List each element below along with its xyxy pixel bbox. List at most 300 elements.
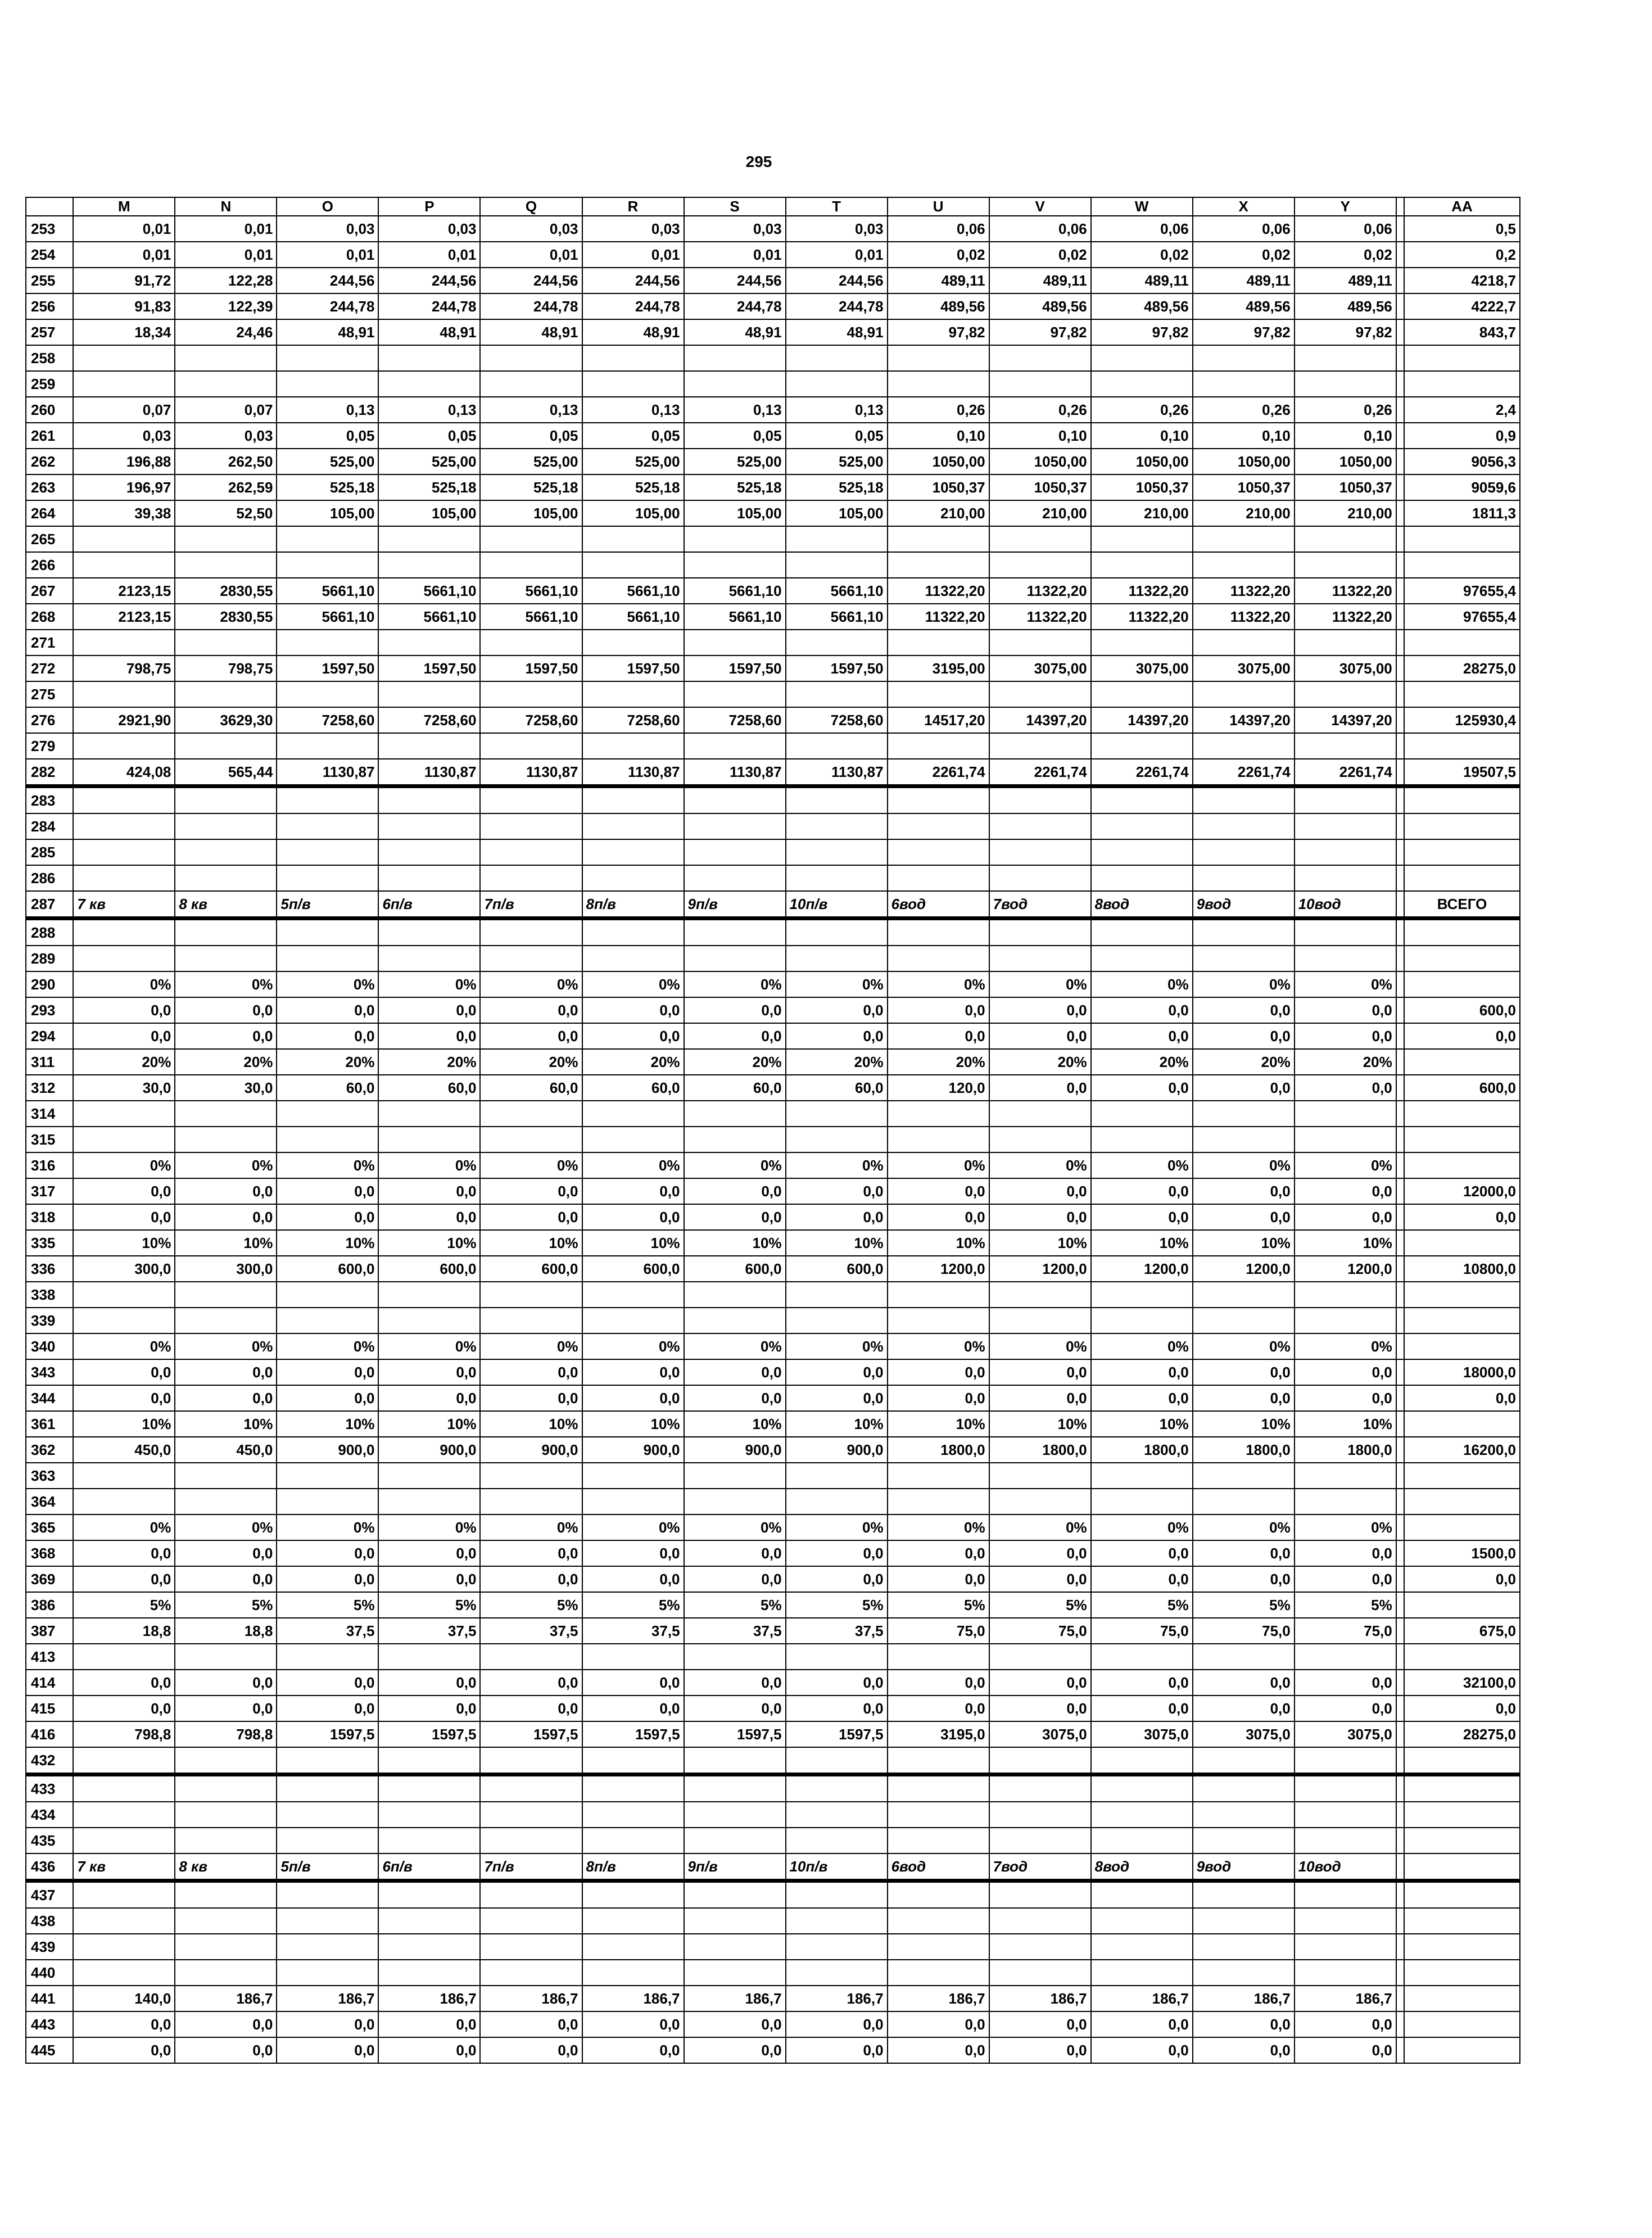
row-number: 413 bbox=[26, 1644, 73, 1670]
cell-aa bbox=[1404, 1127, 1520, 1152]
cell bbox=[989, 1802, 1091, 1828]
cell: 2261,74 bbox=[1295, 759, 1396, 786]
cell bbox=[277, 1960, 378, 1986]
cell bbox=[480, 371, 582, 397]
cell bbox=[73, 733, 175, 759]
cell: 0,0 bbox=[786, 1178, 888, 1204]
cell: 0,0 bbox=[277, 1566, 378, 1592]
cell bbox=[73, 1282, 175, 1308]
cell-aa: 125930,4 bbox=[1404, 707, 1520, 733]
cell bbox=[989, 813, 1091, 839]
row-number: 267 bbox=[26, 578, 73, 604]
cell bbox=[277, 371, 378, 397]
cell bbox=[888, 1934, 989, 1960]
cell bbox=[582, 552, 684, 578]
cell bbox=[378, 552, 480, 578]
cell: 105,00 bbox=[378, 500, 480, 526]
cell: 0,0 bbox=[888, 1023, 989, 1049]
row-number: 438 bbox=[26, 1908, 73, 1934]
cell: 24,46 bbox=[175, 319, 277, 345]
column-header: S bbox=[684, 197, 786, 216]
row-number: 441 bbox=[26, 1986, 73, 2011]
cell bbox=[582, 1489, 684, 1514]
cell bbox=[277, 345, 378, 371]
cell: 450,0 bbox=[73, 1437, 175, 1463]
cell: 3075,00 bbox=[1091, 655, 1193, 681]
row-number: 259 bbox=[26, 371, 73, 397]
cell bbox=[1295, 865, 1396, 891]
cell: 0% bbox=[175, 971, 277, 997]
cell bbox=[989, 733, 1091, 759]
cell: 48,91 bbox=[378, 319, 480, 345]
cell bbox=[989, 1644, 1091, 1670]
cell bbox=[1295, 1308, 1396, 1333]
row-number: 343 bbox=[26, 1359, 73, 1385]
row-number: 312 bbox=[26, 1075, 73, 1101]
cell-aa bbox=[1404, 1828, 1520, 1853]
cell bbox=[1091, 371, 1193, 397]
cell bbox=[175, 1282, 277, 1308]
cell bbox=[1295, 526, 1396, 552]
cell-aa: 0,0 bbox=[1404, 1696, 1520, 1721]
cell bbox=[684, 865, 786, 891]
cell-aa bbox=[1404, 1802, 1520, 1828]
cell: 10% bbox=[73, 1230, 175, 1256]
cell: 0,0 bbox=[888, 1670, 989, 1696]
cell: 525,00 bbox=[378, 449, 480, 474]
cell: 0,0 bbox=[277, 1696, 378, 1721]
cell: 0,0 bbox=[175, 1696, 277, 1721]
cell bbox=[277, 1881, 378, 1909]
row-number: 276 bbox=[26, 707, 73, 733]
row-number: 386 bbox=[26, 1592, 73, 1618]
cell: 10% bbox=[1193, 1230, 1295, 1256]
cell: 0,0 bbox=[1091, 1204, 1193, 1230]
cell bbox=[888, 1282, 989, 1308]
cell bbox=[1091, 630, 1193, 655]
cell bbox=[1091, 1463, 1193, 1489]
cell: 0% bbox=[1091, 971, 1193, 997]
cell: 37,5 bbox=[684, 1618, 786, 1644]
cell: 0% bbox=[1193, 1152, 1295, 1178]
cell: 186,7 bbox=[888, 1986, 989, 2011]
cell bbox=[1396, 786, 1404, 814]
cell-aa: ВСЕГО bbox=[1404, 891, 1520, 919]
cell bbox=[888, 345, 989, 371]
cell: 0,0 bbox=[888, 1696, 989, 1721]
cell: 1050,00 bbox=[989, 449, 1091, 474]
cell: 0% bbox=[378, 1514, 480, 1540]
cell: 0,03 bbox=[582, 216, 684, 242]
cell bbox=[1193, 630, 1295, 655]
cell: 0% bbox=[1091, 1514, 1193, 1540]
cell bbox=[888, 1127, 989, 1152]
cell: 0,0 bbox=[1193, 1385, 1295, 1411]
cell bbox=[786, 1127, 888, 1152]
cell bbox=[582, 1644, 684, 1670]
cell: 0,0 bbox=[989, 1696, 1091, 1721]
cell bbox=[1396, 216, 1404, 242]
cell bbox=[786, 919, 888, 946]
table-row bbox=[26, 1489, 1520, 1514]
cell: 105,00 bbox=[786, 500, 888, 526]
cell: 0,13 bbox=[582, 397, 684, 423]
cell bbox=[378, 1101, 480, 1127]
cell: 5661,10 bbox=[277, 578, 378, 604]
cell: 0,0 bbox=[1295, 1204, 1396, 1230]
cell bbox=[1193, 1308, 1295, 1333]
cell: 105,00 bbox=[582, 500, 684, 526]
cell bbox=[480, 946, 582, 971]
cell: 10% bbox=[1091, 1230, 1193, 1256]
cell: 0,01 bbox=[480, 242, 582, 268]
cell: 0,01 bbox=[277, 242, 378, 268]
cell bbox=[786, 1489, 888, 1514]
cell bbox=[1396, 1881, 1404, 1909]
row-number: 262 bbox=[26, 449, 73, 474]
cell: 5% bbox=[582, 1592, 684, 1618]
row-number: 311 bbox=[26, 1049, 73, 1075]
cell: 0,0 bbox=[480, 997, 582, 1023]
cell: 37,5 bbox=[480, 1618, 582, 1644]
cell: 0% bbox=[378, 971, 480, 997]
cell: 798,75 bbox=[73, 655, 175, 681]
table-row bbox=[26, 2011, 1520, 2037]
table-row bbox=[26, 1986, 1520, 2011]
cell bbox=[175, 733, 277, 759]
table-row bbox=[26, 865, 1520, 891]
cell: 0,06 bbox=[888, 216, 989, 242]
cell: 10% bbox=[175, 1411, 277, 1437]
cell bbox=[175, 1308, 277, 1333]
cell: 105,00 bbox=[684, 500, 786, 526]
column-header bbox=[1396, 197, 1404, 216]
cell: 262,59 bbox=[175, 474, 277, 500]
cell: 1597,50 bbox=[378, 655, 480, 681]
cell bbox=[582, 630, 684, 655]
cell: 0,0 bbox=[277, 1178, 378, 1204]
cell: 0,01 bbox=[786, 242, 888, 268]
cell bbox=[175, 1463, 277, 1489]
cell: 0,0 bbox=[786, 1540, 888, 1566]
cell: 0,0 bbox=[1193, 2011, 1295, 2037]
cell bbox=[73, 1802, 175, 1828]
table-row bbox=[26, 1644, 1520, 1670]
cell: 6вод bbox=[888, 891, 989, 919]
cell: 1597,5 bbox=[277, 1721, 378, 1747]
cell: 0,0 bbox=[1295, 1023, 1396, 1049]
cell bbox=[480, 1489, 582, 1514]
cell bbox=[73, 839, 175, 865]
cell: 0,13 bbox=[378, 397, 480, 423]
row-number: 260 bbox=[26, 397, 73, 423]
cell bbox=[684, 1101, 786, 1127]
cell: 0,0 bbox=[175, 1566, 277, 1592]
cell: 0,0 bbox=[1193, 1670, 1295, 1696]
cell-aa bbox=[1404, 839, 1520, 865]
cell: 0,0 bbox=[888, 2011, 989, 2037]
cell: 0% bbox=[277, 1514, 378, 1540]
spreadsheet-table bbox=[25, 197, 1520, 2064]
cell: 600,0 bbox=[480, 1256, 582, 1282]
cell: 3075,00 bbox=[1295, 655, 1396, 681]
cell: 210,00 bbox=[888, 500, 989, 526]
cell bbox=[73, 919, 175, 946]
cell bbox=[73, 1101, 175, 1127]
cell: 0,0 bbox=[582, 1566, 684, 1592]
cell: 0% bbox=[1295, 1152, 1396, 1178]
row-number: 443 bbox=[26, 2011, 73, 2037]
cell bbox=[1396, 1721, 1404, 1747]
cell bbox=[1396, 1333, 1404, 1359]
cell bbox=[1295, 1881, 1396, 1909]
cell bbox=[480, 630, 582, 655]
cell bbox=[1091, 1644, 1193, 1670]
table-row bbox=[26, 1282, 1520, 1308]
cell: 489,11 bbox=[989, 268, 1091, 293]
cell bbox=[1396, 839, 1404, 865]
cell bbox=[684, 1747, 786, 1775]
cell bbox=[1396, 293, 1404, 319]
cell bbox=[480, 813, 582, 839]
cell: 0,0 bbox=[989, 1540, 1091, 1566]
cell bbox=[582, 865, 684, 891]
cell: 0,0 bbox=[378, 1540, 480, 1566]
cell bbox=[73, 813, 175, 839]
table-row bbox=[26, 1881, 1520, 1909]
table-row bbox=[26, 1127, 1520, 1152]
cell-aa bbox=[1404, 1644, 1520, 1670]
cell bbox=[1396, 268, 1404, 293]
cell bbox=[480, 1881, 582, 1909]
cell: 0,0 bbox=[378, 1696, 480, 1721]
cell bbox=[786, 733, 888, 759]
cell bbox=[1193, 552, 1295, 578]
cell bbox=[786, 681, 888, 707]
cell: 3075,0 bbox=[1193, 1721, 1295, 1747]
cell: 0,0 bbox=[175, 1023, 277, 1049]
cell bbox=[989, 1881, 1091, 1909]
cell bbox=[1295, 1644, 1396, 1670]
cell: 11322,20 bbox=[989, 604, 1091, 630]
cell: 0,0 bbox=[73, 1178, 175, 1204]
cell: 3075,00 bbox=[1193, 655, 1295, 681]
cell: 5% bbox=[888, 1592, 989, 1618]
cell: 0,0 bbox=[1295, 2011, 1396, 2037]
cell bbox=[1091, 839, 1193, 865]
cell: 186,7 bbox=[582, 1986, 684, 2011]
cell: 0% bbox=[888, 1514, 989, 1540]
cell: 0,0 bbox=[480, 1566, 582, 1592]
cell bbox=[1295, 839, 1396, 865]
cell bbox=[989, 1908, 1091, 1934]
table-row bbox=[26, 500, 1520, 526]
cell-aa: 28275,0 bbox=[1404, 655, 1520, 681]
cell: 2921,90 bbox=[73, 707, 175, 733]
column-header: T bbox=[786, 197, 888, 216]
cell bbox=[786, 630, 888, 655]
cell-aa bbox=[1404, 1411, 1520, 1437]
cell bbox=[378, 786, 480, 814]
cell: 0,0 bbox=[277, 1670, 378, 1696]
cell bbox=[582, 1802, 684, 1828]
cell bbox=[582, 371, 684, 397]
cell: 0,0 bbox=[582, 1540, 684, 1566]
cell: 244,78 bbox=[378, 293, 480, 319]
cell: 0,0 bbox=[277, 1540, 378, 1566]
cell bbox=[582, 1881, 684, 1909]
cell: 0,0 bbox=[684, 1670, 786, 1696]
cell: 0,0 bbox=[175, 2037, 277, 2063]
cell: 105,00 bbox=[277, 500, 378, 526]
cell: 0,0 bbox=[277, 2011, 378, 2037]
cell bbox=[1193, 345, 1295, 371]
cell: 11322,20 bbox=[1295, 578, 1396, 604]
table-row bbox=[26, 1359, 1520, 1385]
cell: 60,0 bbox=[684, 1075, 786, 1101]
cell: 10% bbox=[684, 1411, 786, 1437]
cell bbox=[378, 681, 480, 707]
cell: 7п/в bbox=[480, 891, 582, 919]
column-header bbox=[26, 197, 73, 216]
cell: 120,0 bbox=[888, 1075, 989, 1101]
cell bbox=[480, 1960, 582, 1986]
cell bbox=[73, 345, 175, 371]
cell bbox=[73, 1308, 175, 1333]
cell bbox=[1091, 1802, 1193, 1828]
cell-aa bbox=[1404, 1514, 1520, 1540]
cell bbox=[1396, 997, 1404, 1023]
cell: 10% bbox=[277, 1230, 378, 1256]
cell bbox=[888, 371, 989, 397]
cell bbox=[582, 1282, 684, 1308]
cell bbox=[1396, 1204, 1404, 1230]
cell: 5% bbox=[1091, 1592, 1193, 1618]
cell bbox=[582, 345, 684, 371]
cell-aa: 1500,0 bbox=[1404, 1540, 1520, 1566]
cell bbox=[378, 345, 480, 371]
cell: 1597,5 bbox=[684, 1721, 786, 1747]
cell: 5661,10 bbox=[582, 604, 684, 630]
cell: 5661,10 bbox=[684, 578, 786, 604]
cell bbox=[582, 526, 684, 552]
table-row bbox=[26, 552, 1520, 578]
cell: 0,01 bbox=[73, 216, 175, 242]
cell: 60,0 bbox=[582, 1075, 684, 1101]
row-number: 361 bbox=[26, 1411, 73, 1437]
cell: 0,0 bbox=[175, 997, 277, 1023]
cell bbox=[1396, 1463, 1404, 1489]
cell: 2830,55 bbox=[175, 578, 277, 604]
cell bbox=[1396, 733, 1404, 759]
cell bbox=[786, 1775, 888, 1802]
table-row bbox=[26, 1152, 1520, 1178]
row-number: 440 bbox=[26, 1960, 73, 1986]
cell bbox=[1396, 1359, 1404, 1385]
cell: 30,0 bbox=[73, 1075, 175, 1101]
cell bbox=[1396, 1049, 1404, 1075]
cell: 37,5 bbox=[378, 1618, 480, 1644]
cell: 0% bbox=[888, 1152, 989, 1178]
cell: 489,56 bbox=[1193, 293, 1295, 319]
cell: 10% bbox=[888, 1230, 989, 1256]
cell bbox=[378, 1828, 480, 1853]
cell: 0,06 bbox=[1295, 216, 1396, 242]
cell: 1130,87 bbox=[277, 759, 378, 786]
cell: 7258,60 bbox=[378, 707, 480, 733]
cell: 0,01 bbox=[175, 242, 277, 268]
cell: 6п/в bbox=[378, 1853, 480, 1881]
cell bbox=[684, 1775, 786, 1802]
cell-aa bbox=[1404, 2011, 1520, 2037]
cell: 0% bbox=[480, 1514, 582, 1540]
cell: 37,5 bbox=[786, 1618, 888, 1644]
cell: 11322,20 bbox=[888, 578, 989, 604]
cell: 489,11 bbox=[1295, 268, 1396, 293]
cell: 48,91 bbox=[684, 319, 786, 345]
cell: 0,26 bbox=[1091, 397, 1193, 423]
cell: 10п/в bbox=[786, 1853, 888, 1881]
cell bbox=[277, 919, 378, 946]
cell: 1050,00 bbox=[888, 449, 989, 474]
cell: 0,0 bbox=[378, 997, 480, 1023]
cell: 525,18 bbox=[684, 474, 786, 500]
cell: 3075,0 bbox=[1295, 1721, 1396, 1747]
cell: 0,0 bbox=[684, 1566, 786, 1592]
cell: 424,08 bbox=[73, 759, 175, 786]
cell: 525,00 bbox=[480, 449, 582, 474]
cell: 7258,60 bbox=[277, 707, 378, 733]
cell-aa: 600,0 bbox=[1404, 1075, 1520, 1101]
row-number: 445 bbox=[26, 2037, 73, 2063]
cell: 0,0 bbox=[582, 1696, 684, 1721]
cell: 97,82 bbox=[888, 319, 989, 345]
cell: 244,56 bbox=[277, 268, 378, 293]
cell bbox=[1396, 1592, 1404, 1618]
cell bbox=[73, 1881, 175, 1909]
column-header: N bbox=[175, 197, 277, 216]
cell: 0% bbox=[480, 971, 582, 997]
cell: 0,01 bbox=[175, 216, 277, 242]
cell: 5% bbox=[1193, 1592, 1295, 1618]
row-number: 433 bbox=[26, 1775, 73, 1802]
cell bbox=[1396, 474, 1404, 500]
cell bbox=[1396, 1670, 1404, 1696]
cell: 20% bbox=[1193, 1049, 1295, 1075]
cell bbox=[1193, 919, 1295, 946]
cell: 0,05 bbox=[378, 423, 480, 449]
cell bbox=[1396, 946, 1404, 971]
cell: 2123,15 bbox=[73, 604, 175, 630]
cell bbox=[684, 371, 786, 397]
cell: 0,10 bbox=[989, 423, 1091, 449]
cell: 0% bbox=[684, 971, 786, 997]
cell: 600,0 bbox=[277, 1256, 378, 1282]
cell bbox=[684, 552, 786, 578]
cell: 20% bbox=[277, 1049, 378, 1075]
cell bbox=[582, 1101, 684, 1127]
cell bbox=[786, 1308, 888, 1333]
cell: 0,0 bbox=[73, 1566, 175, 1592]
table-row bbox=[26, 1230, 1520, 1256]
cell bbox=[582, 1960, 684, 1986]
cell-aa: 9059,6 bbox=[1404, 474, 1520, 500]
cell: 0,0 bbox=[684, 997, 786, 1023]
cell bbox=[989, 946, 1091, 971]
cell: 60,0 bbox=[480, 1075, 582, 1101]
cell: 0% bbox=[786, 1333, 888, 1359]
cell bbox=[175, 1828, 277, 1853]
